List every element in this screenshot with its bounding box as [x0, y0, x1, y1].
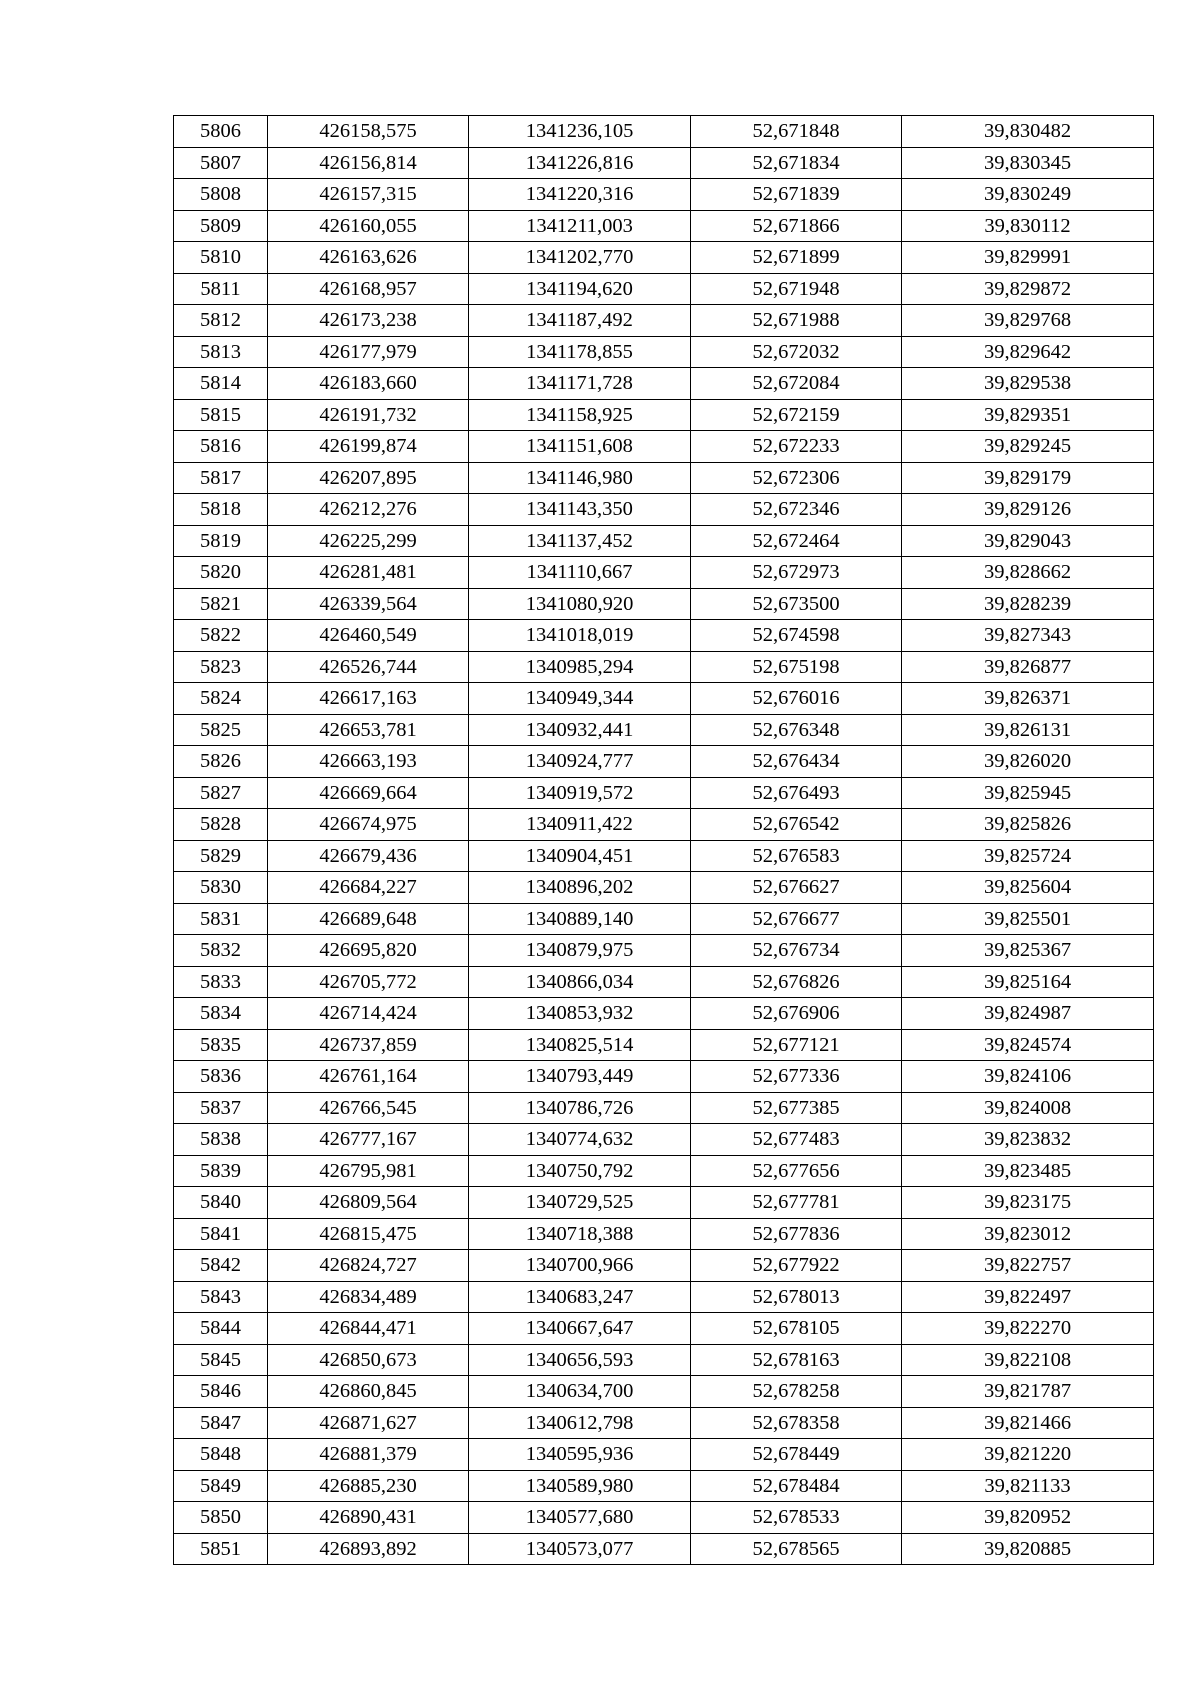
- longitude-cell: 39,825604: [902, 872, 1154, 904]
- point-number-cell: 5807: [174, 147, 268, 179]
- longitude-cell: 39,824008: [902, 1092, 1154, 1124]
- longitude-cell: 39,829872: [902, 273, 1154, 305]
- point-number-cell: 5816: [174, 431, 268, 463]
- coord-y-cell: 1340577,680: [469, 1502, 691, 1534]
- coord-x-cell: 426183,660: [268, 368, 469, 400]
- coord-y-cell: 1341194,620: [469, 273, 691, 305]
- coord-y-cell: 1340656,593: [469, 1344, 691, 1376]
- coord-x-cell: 426225,299: [268, 525, 469, 557]
- point-number-cell: 5819: [174, 525, 268, 557]
- latitude-cell: 52,678533: [691, 1502, 902, 1534]
- point-number-cell: 5844: [174, 1313, 268, 1345]
- coord-x-cell: 426173,238: [268, 305, 469, 337]
- table-row: [174, 525, 1154, 557]
- coord-x-cell: 426160,055: [268, 210, 469, 242]
- table-row: [174, 336, 1154, 368]
- coord-x-cell: 426653,781: [268, 714, 469, 746]
- latitude-cell: 52,676583: [691, 840, 902, 872]
- coord-x-cell: 426850,673: [268, 1344, 469, 1376]
- table-row: [174, 1376, 1154, 1408]
- latitude-cell: 52,678163: [691, 1344, 902, 1376]
- latitude-cell: 52,676627: [691, 872, 902, 904]
- longitude-cell: 39,822270: [902, 1313, 1154, 1345]
- coord-y-cell: 1341220,316: [469, 179, 691, 211]
- coord-y-cell: 1340932,441: [469, 714, 691, 746]
- coord-x-cell: 426761,164: [268, 1061, 469, 1093]
- coord-y-cell: 1340866,034: [469, 966, 691, 998]
- latitude-cell: 52,676906: [691, 998, 902, 1030]
- longitude-cell: 39,830482: [902, 116, 1154, 148]
- point-number-cell: 5835: [174, 1029, 268, 1061]
- point-number-cell: 5821: [174, 588, 268, 620]
- point-number-cell: 5849: [174, 1470, 268, 1502]
- table-row: [174, 1155, 1154, 1187]
- latitude-cell: 52,672464: [691, 525, 902, 557]
- coord-x-cell: 426871,627: [268, 1407, 469, 1439]
- coord-x-cell: 426795,981: [268, 1155, 469, 1187]
- coord-y-cell: 1340911,422: [469, 809, 691, 841]
- longitude-cell: 39,828662: [902, 557, 1154, 589]
- coord-y-cell: 1340718,388: [469, 1218, 691, 1250]
- point-number-cell: 5810: [174, 242, 268, 274]
- longitude-cell: 39,825367: [902, 935, 1154, 967]
- table-row: [174, 966, 1154, 998]
- table-row: [174, 746, 1154, 778]
- coord-x-cell: 426207,895: [268, 462, 469, 494]
- coord-y-cell: 1340896,202: [469, 872, 691, 904]
- latitude-cell: 52,678358: [691, 1407, 902, 1439]
- table-row: [174, 399, 1154, 431]
- latitude-cell: 52,677385: [691, 1092, 902, 1124]
- coord-x-cell: 426199,874: [268, 431, 469, 463]
- coord-y-cell: 1340825,514: [469, 1029, 691, 1061]
- latitude-cell: 52,672159: [691, 399, 902, 431]
- longitude-cell: 39,821133: [902, 1470, 1154, 1502]
- point-number-cell: 5814: [174, 368, 268, 400]
- point-number-cell: 5822: [174, 620, 268, 652]
- table-row: [174, 1313, 1154, 1345]
- point-number-cell: 5813: [174, 336, 268, 368]
- longitude-cell: 39,829768: [902, 305, 1154, 337]
- coord-y-cell: 1341018,019: [469, 620, 691, 652]
- point-number-cell: 5836: [174, 1061, 268, 1093]
- coord-x-cell: 426705,772: [268, 966, 469, 998]
- coord-x-cell: 426191,732: [268, 399, 469, 431]
- table-row: [174, 431, 1154, 463]
- table-row: [174, 588, 1154, 620]
- longitude-cell: 39,829538: [902, 368, 1154, 400]
- latitude-cell: 52,671848: [691, 116, 902, 148]
- coord-y-cell: 1341202,770: [469, 242, 691, 274]
- coord-y-cell: 1340889,140: [469, 903, 691, 935]
- latitude-cell: 52,672233: [691, 431, 902, 463]
- longitude-cell: 39,824987: [902, 998, 1154, 1030]
- coord-y-cell: 1340853,932: [469, 998, 691, 1030]
- coord-x-cell: 426281,481: [268, 557, 469, 589]
- longitude-cell: 39,830345: [902, 147, 1154, 179]
- latitude-cell: 52,672306: [691, 462, 902, 494]
- table-row: [174, 1439, 1154, 1471]
- longitude-cell: 39,829642: [902, 336, 1154, 368]
- latitude-cell: 52,678449: [691, 1439, 902, 1471]
- coord-y-cell: 1341236,105: [469, 116, 691, 148]
- point-number-cell: 5848: [174, 1439, 268, 1471]
- coord-x-cell: 426617,163: [268, 683, 469, 715]
- latitude-cell: 52,678258: [691, 1376, 902, 1408]
- table-row: [174, 872, 1154, 904]
- coord-x-cell: 426679,436: [268, 840, 469, 872]
- table-row: [174, 242, 1154, 274]
- latitude-cell: 52,676542: [691, 809, 902, 841]
- coord-y-cell: 1340612,798: [469, 1407, 691, 1439]
- longitude-cell: 39,830112: [902, 210, 1154, 242]
- coord-y-cell: 1340793,449: [469, 1061, 691, 1093]
- point-number-cell: 5823: [174, 651, 268, 683]
- coord-x-cell: 426844,471: [268, 1313, 469, 1345]
- latitude-cell: 52,675198: [691, 651, 902, 683]
- point-number-cell: 5837: [174, 1092, 268, 1124]
- coord-x-cell: 426893,892: [268, 1533, 469, 1565]
- coord-x-cell: 426674,975: [268, 809, 469, 841]
- longitude-cell: 39,826131: [902, 714, 1154, 746]
- table-row: [174, 273, 1154, 305]
- latitude-cell: 52,671899: [691, 242, 902, 274]
- latitude-cell: 52,671834: [691, 147, 902, 179]
- table-row: [174, 840, 1154, 872]
- point-number-cell: 5817: [174, 462, 268, 494]
- longitude-cell: 39,830249: [902, 179, 1154, 211]
- longitude-cell: 39,829991: [902, 242, 1154, 274]
- point-number-cell: 5820: [174, 557, 268, 589]
- coord-y-cell: 1340729,525: [469, 1187, 691, 1219]
- table-row: [174, 903, 1154, 935]
- point-number-cell: 5838: [174, 1124, 268, 1156]
- latitude-cell: 52,677483: [691, 1124, 902, 1156]
- coord-x-cell: 426860,845: [268, 1376, 469, 1408]
- coord-y-cell: 1341137,452: [469, 525, 691, 557]
- coord-x-cell: 426714,424: [268, 998, 469, 1030]
- coord-x-cell: 426526,744: [268, 651, 469, 683]
- table-row: [174, 998, 1154, 1030]
- coord-x-cell: 426890,431: [268, 1502, 469, 1534]
- latitude-cell: 52,676434: [691, 746, 902, 778]
- point-number-cell: 5828: [174, 809, 268, 841]
- table-row: [174, 683, 1154, 715]
- table-row: [174, 462, 1154, 494]
- coord-y-cell: 1341143,350: [469, 494, 691, 526]
- coord-y-cell: 1341171,728: [469, 368, 691, 400]
- coord-x-cell: 426663,193: [268, 746, 469, 778]
- longitude-cell: 39,822497: [902, 1281, 1154, 1313]
- latitude-cell: 52,673500: [691, 588, 902, 620]
- coord-y-cell: 1341178,855: [469, 336, 691, 368]
- coord-y-cell: 1340634,700: [469, 1376, 691, 1408]
- table-row: [174, 1533, 1154, 1565]
- longitude-cell: 39,822108: [902, 1344, 1154, 1376]
- coordinates-table: [173, 115, 1154, 1565]
- latitude-cell: 52,678013: [691, 1281, 902, 1313]
- latitude-cell: 52,677121: [691, 1029, 902, 1061]
- table-row: [174, 809, 1154, 841]
- latitude-cell: 52,676493: [691, 777, 902, 809]
- table-row: [174, 116, 1154, 148]
- coord-x-cell: 426684,227: [268, 872, 469, 904]
- point-number-cell: 5831: [174, 903, 268, 935]
- coord-x-cell: 426737,859: [268, 1029, 469, 1061]
- table-row: [174, 777, 1154, 809]
- longitude-cell: 39,825826: [902, 809, 1154, 841]
- coord-y-cell: 1340786,726: [469, 1092, 691, 1124]
- longitude-cell: 39,821220: [902, 1439, 1154, 1471]
- latitude-cell: 52,672084: [691, 368, 902, 400]
- coord-y-cell: 1341146,980: [469, 462, 691, 494]
- coord-x-cell: 426809,564: [268, 1187, 469, 1219]
- latitude-cell: 52,672346: [691, 494, 902, 526]
- table-row: [174, 1061, 1154, 1093]
- point-number-cell: 5843: [174, 1281, 268, 1313]
- coord-x-cell: 426815,475: [268, 1218, 469, 1250]
- coord-x-cell: 426885,230: [268, 1470, 469, 1502]
- coord-y-cell: 1340700,966: [469, 1250, 691, 1282]
- table-row: [174, 557, 1154, 589]
- longitude-cell: 39,826371: [902, 683, 1154, 715]
- point-number-cell: 5842: [174, 1250, 268, 1282]
- coord-y-cell: 1340904,451: [469, 840, 691, 872]
- table-row: [174, 1470, 1154, 1502]
- table-row: [174, 179, 1154, 211]
- point-number-cell: 5818: [174, 494, 268, 526]
- table-row: [174, 1218, 1154, 1250]
- coord-x-cell: 426824,727: [268, 1250, 469, 1282]
- coord-x-cell: 426212,276: [268, 494, 469, 526]
- coord-y-cell: 1341211,003: [469, 210, 691, 242]
- coord-x-cell: 426339,564: [268, 588, 469, 620]
- point-number-cell: 5824: [174, 683, 268, 715]
- latitude-cell: 52,678484: [691, 1470, 902, 1502]
- point-number-cell: 5827: [174, 777, 268, 809]
- longitude-cell: 39,823832: [902, 1124, 1154, 1156]
- longitude-cell: 39,826877: [902, 651, 1154, 683]
- coord-x-cell: 426881,379: [268, 1439, 469, 1471]
- latitude-cell: 52,677836: [691, 1218, 902, 1250]
- latitude-cell: 52,676677: [691, 903, 902, 935]
- latitude-cell: 52,677781: [691, 1187, 902, 1219]
- point-number-cell: 5811: [174, 273, 268, 305]
- table-row: [174, 1344, 1154, 1376]
- longitude-cell: 39,823012: [902, 1218, 1154, 1250]
- longitude-cell: 39,825164: [902, 966, 1154, 998]
- point-number-cell: 5806: [174, 116, 268, 148]
- coord-y-cell: 1340750,792: [469, 1155, 691, 1187]
- coord-y-cell: 1341151,608: [469, 431, 691, 463]
- coord-y-cell: 1340683,247: [469, 1281, 691, 1313]
- longitude-cell: 39,821466: [902, 1407, 1154, 1439]
- longitude-cell: 39,824106: [902, 1061, 1154, 1093]
- coord-y-cell: 1340924,777: [469, 746, 691, 778]
- coord-y-cell: 1341226,816: [469, 147, 691, 179]
- coord-x-cell: 426669,664: [268, 777, 469, 809]
- longitude-cell: 39,829179: [902, 462, 1154, 494]
- coordinates-table-body: [174, 116, 1154, 1565]
- longitude-cell: 39,825945: [902, 777, 1154, 809]
- coord-y-cell: 1340573,077: [469, 1533, 691, 1565]
- table-row: [174, 1029, 1154, 1061]
- longitude-cell: 39,826020: [902, 746, 1154, 778]
- coord-y-cell: 1341158,925: [469, 399, 691, 431]
- point-number-cell: 5841: [174, 1218, 268, 1250]
- longitude-cell: 39,823175: [902, 1187, 1154, 1219]
- latitude-cell: 52,671866: [691, 210, 902, 242]
- longitude-cell: 39,827343: [902, 620, 1154, 652]
- latitude-cell: 52,676348: [691, 714, 902, 746]
- table-row: [174, 1281, 1154, 1313]
- table-row: [174, 1502, 1154, 1534]
- table-row: [174, 1187, 1154, 1219]
- latitude-cell: 52,677336: [691, 1061, 902, 1093]
- coord-x-cell: 426834,489: [268, 1281, 469, 1313]
- table-row: [174, 1124, 1154, 1156]
- table-row: [174, 305, 1154, 337]
- table-row: [174, 368, 1154, 400]
- coord-y-cell: 1340985,294: [469, 651, 691, 683]
- point-number-cell: 5847: [174, 1407, 268, 1439]
- coord-y-cell: 1340589,980: [469, 1470, 691, 1502]
- longitude-cell: 39,829126: [902, 494, 1154, 526]
- point-number-cell: 5825: [174, 714, 268, 746]
- table-row: [174, 935, 1154, 967]
- longitude-cell: 39,823485: [902, 1155, 1154, 1187]
- point-number-cell: 5840: [174, 1187, 268, 1219]
- point-number-cell: 5839: [174, 1155, 268, 1187]
- latitude-cell: 52,678565: [691, 1533, 902, 1565]
- longitude-cell: 39,825724: [902, 840, 1154, 872]
- latitude-cell: 52,671948: [691, 273, 902, 305]
- coord-x-cell: 426777,167: [268, 1124, 469, 1156]
- longitude-cell: 39,829043: [902, 525, 1154, 557]
- latitude-cell: 52,671839: [691, 179, 902, 211]
- longitude-cell: 39,820952: [902, 1502, 1154, 1534]
- point-number-cell: 5846: [174, 1376, 268, 1408]
- point-number-cell: 5851: [174, 1533, 268, 1565]
- latitude-cell: 52,672973: [691, 557, 902, 589]
- coord-y-cell: 1340949,344: [469, 683, 691, 715]
- coord-x-cell: 426156,814: [268, 147, 469, 179]
- point-number-cell: 5833: [174, 966, 268, 998]
- point-number-cell: 5809: [174, 210, 268, 242]
- table-row: [174, 651, 1154, 683]
- coord-x-cell: 426766,545: [268, 1092, 469, 1124]
- coord-y-cell: 1340919,572: [469, 777, 691, 809]
- table-row: [174, 620, 1154, 652]
- table-row: [174, 494, 1154, 526]
- coord-x-cell: 426158,575: [268, 116, 469, 148]
- latitude-cell: 52,671988: [691, 305, 902, 337]
- coord-x-cell: 426689,648: [268, 903, 469, 935]
- longitude-cell: 39,829351: [902, 399, 1154, 431]
- latitude-cell: 52,672032: [691, 336, 902, 368]
- point-number-cell: 5808: [174, 179, 268, 211]
- point-number-cell: 5812: [174, 305, 268, 337]
- coord-y-cell: 1341110,667: [469, 557, 691, 589]
- coord-x-cell: 426163,626: [268, 242, 469, 274]
- point-number-cell: 5845: [174, 1344, 268, 1376]
- longitude-cell: 39,820885: [902, 1533, 1154, 1565]
- latitude-cell: 52,676016: [691, 683, 902, 715]
- table-row: [174, 1407, 1154, 1439]
- latitude-cell: 52,674598: [691, 620, 902, 652]
- coord-y-cell: 1341080,920: [469, 588, 691, 620]
- table-row: [174, 1250, 1154, 1282]
- table-row: [174, 714, 1154, 746]
- point-number-cell: 5829: [174, 840, 268, 872]
- table-row: [174, 1092, 1154, 1124]
- longitude-cell: 39,822757: [902, 1250, 1154, 1282]
- point-number-cell: 5850: [174, 1502, 268, 1534]
- longitude-cell: 39,821787: [902, 1376, 1154, 1408]
- coord-x-cell: 426177,979: [268, 336, 469, 368]
- latitude-cell: 52,678105: [691, 1313, 902, 1345]
- coord-y-cell: 1340667,647: [469, 1313, 691, 1345]
- longitude-cell: 39,828239: [902, 588, 1154, 620]
- coord-x-cell: 426157,315: [268, 179, 469, 211]
- table-row: [174, 210, 1154, 242]
- point-number-cell: 5830: [174, 872, 268, 904]
- point-number-cell: 5834: [174, 998, 268, 1030]
- point-number-cell: 5815: [174, 399, 268, 431]
- latitude-cell: 52,677656: [691, 1155, 902, 1187]
- coord-y-cell: 1340774,632: [469, 1124, 691, 1156]
- latitude-cell: 52,677922: [691, 1250, 902, 1282]
- longitude-cell: 39,829245: [902, 431, 1154, 463]
- latitude-cell: 52,676734: [691, 935, 902, 967]
- coord-y-cell: 1341187,492: [469, 305, 691, 337]
- coord-x-cell: 426168,957: [268, 273, 469, 305]
- table-row: [174, 147, 1154, 179]
- coord-x-cell: 426695,820: [268, 935, 469, 967]
- longitude-cell: 39,824574: [902, 1029, 1154, 1061]
- longitude-cell: 39,825501: [902, 903, 1154, 935]
- latitude-cell: 52,676826: [691, 966, 902, 998]
- coord-y-cell: 1340595,936: [469, 1439, 691, 1471]
- coord-y-cell: 1340879,975: [469, 935, 691, 967]
- point-number-cell: 5826: [174, 746, 268, 778]
- point-number-cell: 5832: [174, 935, 268, 967]
- coord-x-cell: 426460,549: [268, 620, 469, 652]
